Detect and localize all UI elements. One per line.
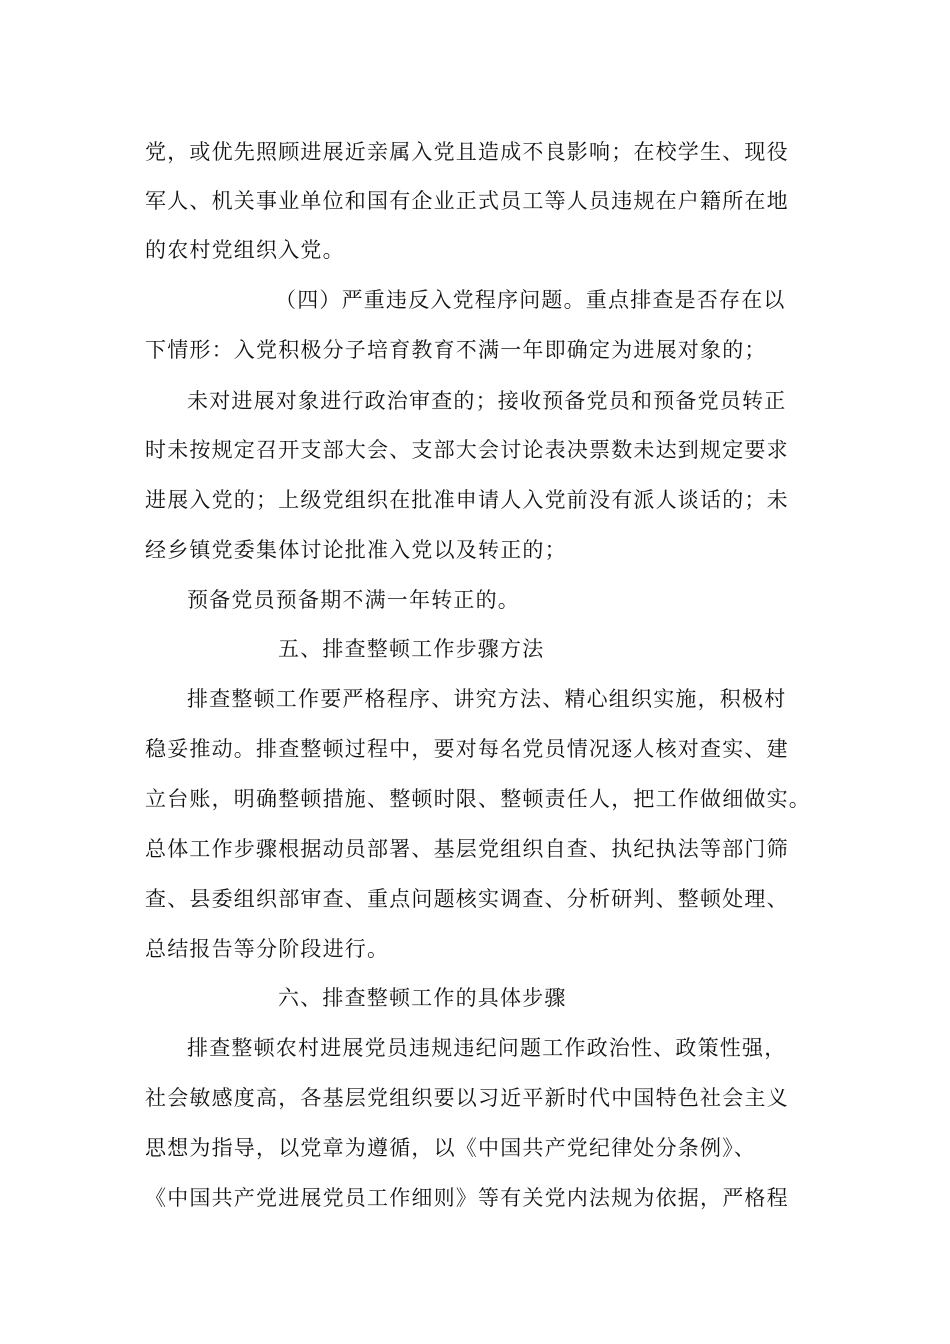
text-line: 排查整顿农村进展党员违规违纪问题工作政治性、政策性强， xyxy=(187,1036,787,1060)
text-line: 排查整顿工作要严格程序、讲究方法、精心组织实施，积极村 xyxy=(187,687,787,711)
text-line: 下情形：入党积极分子培育教育不满一年即确定为进展对象的； xyxy=(145,338,767,362)
text-line: 总体工作步骤根据动员部署、基层党组织自查、执纪执法等部门筛 xyxy=(145,837,789,861)
subsection-heading: （四）严重违反入党程序问题。重点排查是否存在以 xyxy=(275,288,786,312)
text-line: 总结报告等分阶段进行。 xyxy=(145,937,390,961)
text-line: 稳妥推动。排查整顿过程中，要对每名党员情况逐人核对查实、建 xyxy=(145,737,789,761)
text-line: 立台账，明确整顿措施、整顿时限、整顿责任人，把工作做细做实。 xyxy=(145,787,811,811)
text-line: 进展入党的；上级党组织在批准申请人入党前没有派人谈话的；未 xyxy=(145,488,789,512)
text-line: 思想为指导，以党章为遵循，以《中国共产党纪律处分条例》、 xyxy=(145,1136,757,1160)
text-line: 的农村党组织入党。 xyxy=(145,238,345,262)
text-line: 党，或优先照顾进展近亲属入党且造成不良影响；在校学生、现役 xyxy=(145,140,789,164)
text-line: 预备党员预备期不满一年转正的。 xyxy=(187,588,520,612)
text-line: 《中国共产党进展党员工作细则》等有关党内法规为依据，严格程 xyxy=(145,1186,789,1210)
text-line: 查、县委组织部审查、重点问题核实调查、分析研判、整顿处理、 xyxy=(145,887,789,911)
text-line: 社会敏感度高，各基层党组织要以习近平新时代中国特色社会主义 xyxy=(145,1086,789,1110)
text-line: 未对进展对象进行政治审查的；接收预备党员和预备党员转正 xyxy=(187,389,787,413)
text-line: 军人、机关事业单位和国有企业正式员工等人员违规在户籍所在地 xyxy=(145,189,789,213)
section-heading: 六、排查整顿工作的具体步骤 xyxy=(278,986,567,1010)
section-heading: 五、排查整顿工作步骤方法 xyxy=(278,637,545,661)
text-line: 经乡镇党委集体讨论批准入党以及转正的； xyxy=(145,538,567,562)
text-line: 时未按规定召开支部大会、支部大会讨论表决票数未达到规定要求 xyxy=(145,438,789,462)
